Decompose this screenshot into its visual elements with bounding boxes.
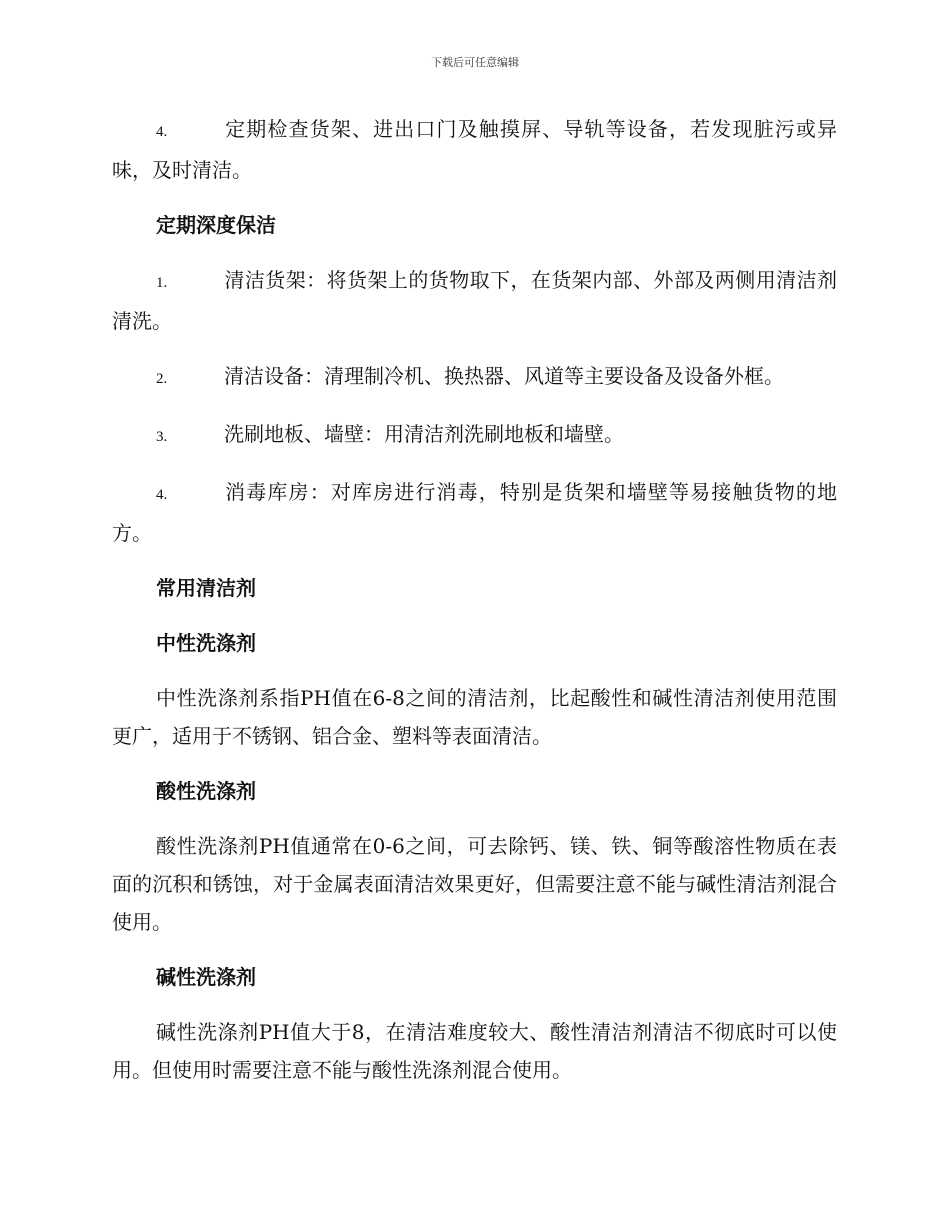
- list-text: 洗刷地板、墙壁：用清洁剂洗刷地板和墙壁。: [224, 422, 624, 446]
- list-item: [112, 415, 837, 456]
- list-number: 1.: [156, 275, 168, 291]
- list-text: 清洁货架：将货架上的货物取下，在货架内部、外部及两侧用清洁剂清洗。: [112, 268, 837, 333]
- paragraph-acidic: 酸性洗涤剂PH值通常在0-6之间，可去除钙、镁、铁、铜等酸溶性物质在表面的沉积和锈蚀，对于金属表面清洁效果更好，但需要注意不能与碱性清洁剂混合使用。: [112, 834, 837, 934]
- list-item: [112, 110, 837, 189]
- subheading-neutral: 中性洗涤剂: [156, 631, 256, 655]
- list-number: 4.: [156, 487, 168, 503]
- page-header: 下载后可任意编辑: [431, 56, 519, 69]
- document-body: [112, 110, 837, 1106]
- list-number: 3.: [156, 429, 168, 445]
- paragraph-alkaline: 碱性洗涤剂PH值大于8，在清洁难度较大、酸性清洁剂清洁不彻底时可以使用。但使用时需要注意不能与酸性洗涤剂混合使用。: [112, 1020, 837, 1082]
- subheading-alkaline: 碱性洗涤剂: [156, 965, 256, 989]
- subheading-acidic: 酸性洗涤剂: [156, 779, 256, 803]
- list-text: 消毒库房：对库房进行消毒，特别是货架和墙壁等易接触货物的地方。: [112, 480, 837, 545]
- list-number: 4.: [156, 124, 168, 140]
- list-number: 2.: [156, 371, 168, 387]
- list-text: 清洁设备：清理制冷机、换热器、风道等主要设备及设备外框。: [224, 364, 784, 388]
- list-text: 定期检查货架、进出口门及触摸屏、导轨等设备，若发现脏污或异味，及时清洁。: [112, 117, 837, 182]
- list-item: [112, 473, 837, 552]
- list-item: [112, 357, 837, 398]
- list-item: [112, 261, 837, 340]
- section-heading-deep-cleaning: 定期深度保洁: [156, 213, 276, 237]
- paragraph-neutral: 中性洗涤剂系指PH值在6-8之间的清洁剂，比起酸性和碱性清洁剂使用范围更广，适用于不锈钢、铝合金、塑料等表面清洁。: [112, 686, 837, 748]
- section-heading-common-cleaners: 常用清洁剂: [156, 576, 256, 600]
